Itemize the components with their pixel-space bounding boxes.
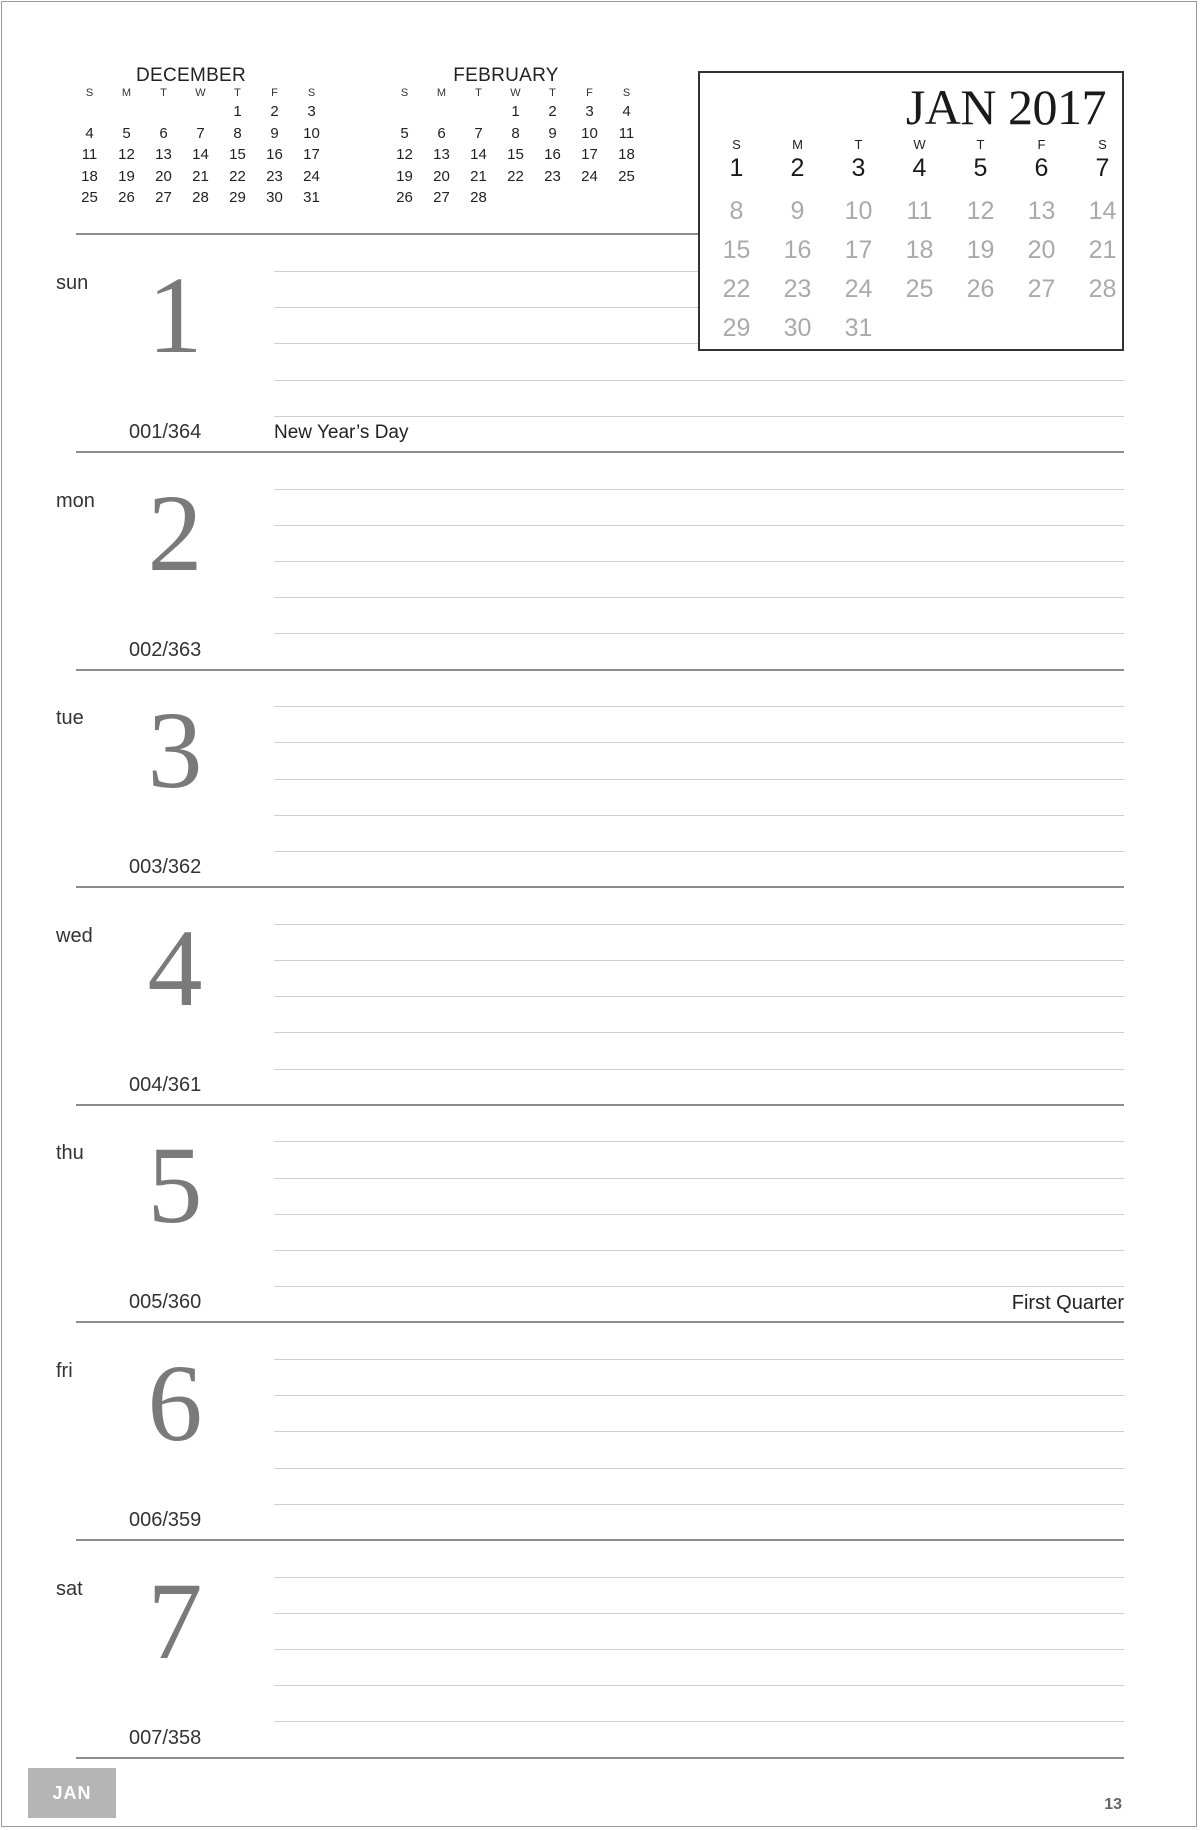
date-cell: 12	[396, 146, 413, 163]
date-cell: 26	[396, 189, 413, 206]
day-numeral: 6	[147, 1342, 203, 1464]
mini-calendar-february	[391, 65, 635, 209]
date-cell: 28	[1088, 275, 1117, 303]
writing-line[interactable]	[274, 1214, 1124, 1215]
day-numeral: 4	[147, 906, 203, 1029]
date-cell: 31	[303, 189, 320, 206]
date-cell: 25	[905, 275, 934, 303]
current-week-date: 4	[912, 154, 927, 182]
writing-line[interactable]	[274, 1250, 1124, 1251]
date-cell: 28	[192, 189, 209, 206]
month-calendar-box	[698, 71, 1124, 351]
weekday-header: W	[510, 87, 521, 99]
date-cell: 7	[196, 124, 205, 142]
date-cell: 20	[1027, 236, 1056, 264]
day-numeral: 2	[147, 471, 203, 594]
day-of-year-count: 006/359	[129, 1509, 202, 1531]
weekday-header: T	[234, 87, 241, 99]
day-row-sat	[0, 1541, 1200, 1759]
date-cell: 2	[548, 103, 557, 120]
date-cell: 30	[783, 314, 812, 342]
date-cell: 1	[233, 103, 242, 120]
writing-line[interactable]	[274, 561, 1124, 562]
day-name: wed	[56, 924, 93, 947]
date-cell: 15	[507, 146, 524, 163]
writing-line[interactable]	[274, 1286, 1124, 1287]
weekday-header: S	[400, 87, 409, 99]
date-cell: 10	[844, 197, 873, 225]
writing-line[interactable]	[274, 1504, 1124, 1505]
day-name: fri	[56, 1360, 73, 1382]
date-cell: 15	[229, 146, 246, 163]
day-of-year-count: 001/364	[129, 421, 202, 443]
date-cell: 4	[622, 103, 631, 120]
day-of-year-count: 005/360	[129, 1291, 202, 1314]
weekday-header: S	[307, 87, 316, 99]
day-of-year-count: 003/362	[129, 856, 202, 879]
date-cell: 23	[266, 167, 283, 185]
writing-line[interactable]	[274, 779, 1124, 780]
writing-line[interactable]	[274, 489, 1124, 490]
writing-line[interactable]	[274, 851, 1124, 852]
date-cell: 27	[433, 189, 450, 206]
date-cell: 5	[122, 124, 131, 142]
empty-date-cell	[145, 101, 182, 123]
date-cell: 13	[155, 146, 172, 163]
date-cell: 12	[118, 146, 135, 163]
date-cell: 2	[270, 103, 279, 120]
date-cell: 23	[783, 275, 812, 303]
current-week-date: 2	[790, 154, 805, 182]
writing-line[interactable]	[274, 1685, 1124, 1686]
day-row-tue	[0, 670, 1200, 888]
mini-calendar-december	[76, 65, 320, 209]
date-cell: 13	[1027, 197, 1056, 225]
weekday-header: M	[436, 87, 447, 99]
current-week-date: 3	[851, 154, 866, 182]
writing-line[interactable]	[274, 633, 1124, 634]
date-cell: 19	[966, 236, 995, 264]
date-cell: 12	[966, 197, 995, 225]
writing-line[interactable]	[274, 1468, 1124, 1469]
writing-line[interactable]	[274, 525, 1124, 526]
weekday-header: S	[85, 87, 94, 99]
date-cell: 28	[470, 189, 487, 206]
empty-date-cell	[182, 101, 219, 123]
date-cell: 22	[229, 167, 246, 185]
date-cell: 24	[303, 167, 320, 185]
date-cell: 8	[729, 197, 744, 225]
date-cell: 18	[618, 146, 635, 163]
day-row-thu	[0, 1105, 1200, 1323]
date-cell: 17	[303, 146, 320, 163]
weekday-header: T	[976, 137, 985, 152]
holiday-label: New Year’s Day	[274, 422, 409, 443]
date-cell: 27	[155, 189, 172, 206]
date-cell: 18	[905, 236, 934, 264]
date-cell: 25	[81, 189, 98, 206]
weekday-header: W	[913, 137, 926, 152]
date-cell: 20	[433, 167, 450, 185]
empty-date-cell	[108, 101, 145, 123]
date-cell: 8	[233, 124, 242, 142]
empty-date-cell	[460, 101, 497, 123]
weekday-header: S	[732, 137, 741, 152]
date-cell: 27	[1027, 275, 1056, 303]
writing-line[interactable]	[274, 706, 1124, 707]
date-cell: 16	[544, 146, 561, 163]
date-cell: 13	[433, 146, 450, 163]
date-cell: 30	[266, 189, 283, 206]
writing-line[interactable]	[274, 742, 1124, 743]
day-row-mon	[0, 453, 1200, 671]
date-cell: 26	[966, 275, 995, 303]
writing-line[interactable]	[274, 1178, 1124, 1179]
day-numeral: 5	[147, 1124, 203, 1247]
page-number: 13	[1104, 1796, 1122, 1813]
date-cell: 19	[396, 167, 413, 185]
date-cell: 10	[581, 124, 598, 142]
current-week-date: 7	[1095, 154, 1110, 182]
date-cell: 8	[511, 124, 520, 142]
date-cell: 11	[906, 197, 933, 225]
writing-line[interactable]	[274, 1577, 1124, 1578]
writing-line[interactable]	[274, 380, 1124, 381]
mini-calendar-grid	[386, 86, 635, 209]
writing-line[interactable]	[274, 815, 1124, 816]
day-of-year-count: 004/361	[129, 1073, 202, 1096]
writing-line[interactable]	[274, 1359, 1124, 1360]
date-cell: 16	[783, 236, 812, 264]
date-cell: 7	[474, 124, 483, 142]
date-cell: 22	[507, 167, 524, 185]
date-cell: 6	[437, 124, 446, 142]
date-cell: 21	[1088, 236, 1117, 264]
date-cell: 10	[303, 124, 320, 142]
current-week-date: 6	[1034, 154, 1049, 182]
weekday-header: M	[121, 87, 132, 99]
weekday-header: M	[792, 137, 803, 152]
date-cell: 15	[722, 236, 751, 264]
date-cell: 9	[790, 197, 805, 225]
writing-line[interactable]	[274, 597, 1124, 598]
day-name: sun	[56, 272, 89, 294]
weekday-header: F	[1037, 137, 1046, 152]
date-cell: 23	[544, 167, 561, 185]
day-row-wed	[0, 888, 1200, 1106]
date-cell: 29	[722, 314, 751, 342]
empty-date-cell	[386, 101, 423, 123]
date-cell: 9	[548, 124, 557, 142]
date-cell: 29	[229, 189, 246, 206]
date-cell: 6	[159, 124, 168, 142]
day-name: tue	[56, 707, 84, 730]
writing-line[interactable]	[274, 996, 1124, 997]
date-cell: 11	[618, 124, 635, 142]
writing-line[interactable]	[274, 1032, 1124, 1033]
date-cell: 9	[270, 124, 279, 142]
weekday-header: T	[549, 87, 556, 99]
day-name: sat	[56, 1577, 83, 1600]
weekday-header: W	[195, 87, 206, 99]
date-cell: 31	[844, 314, 873, 342]
date-cell: 19	[118, 167, 135, 185]
writing-line[interactable]	[274, 416, 1124, 417]
date-cell: 5	[400, 124, 409, 142]
date-cell: 11	[81, 146, 98, 163]
month-calendar-grid	[706, 137, 1133, 348]
weekday-header: S	[622, 87, 631, 99]
weekday-header: T	[475, 87, 482, 99]
writing-line[interactable]	[274, 1649, 1124, 1650]
weekday-header: T	[160, 87, 167, 99]
writing-line[interactable]	[274, 1395, 1124, 1396]
current-week-date: 5	[973, 154, 988, 182]
weekday-header: S	[1098, 137, 1107, 152]
writing-line[interactable]	[274, 1431, 1124, 1432]
weekday-header: F	[271, 87, 278, 99]
date-cell: 14	[1088, 197, 1117, 225]
weekday-header: T	[854, 137, 863, 152]
day-of-year-count: 007/358	[129, 1726, 202, 1749]
date-cell: 21	[192, 167, 209, 185]
month-tab[interactable]: JAN	[28, 1768, 116, 1818]
date-cell: 17	[581, 146, 598, 163]
day-divider	[76, 1757, 1124, 1759]
mini-calendar-title: FEBRUARY	[453, 65, 559, 86]
date-cell: 18	[81, 167, 98, 185]
date-cell: 14	[470, 146, 487, 163]
month-title: JAN 2017	[905, 79, 1106, 135]
date-cell: 1	[511, 103, 520, 120]
writing-line[interactable]	[274, 924, 1124, 925]
writing-line[interactable]	[274, 1613, 1124, 1614]
writing-line[interactable]	[274, 1721, 1124, 1722]
date-cell: 17	[844, 236, 873, 264]
date-cell: 16	[266, 146, 283, 163]
current-week-date: 1	[729, 154, 744, 182]
writing-line[interactable]	[274, 1141, 1124, 1142]
date-cell: 24	[844, 275, 873, 303]
moon-phase-label: First Quarter	[1011, 1292, 1124, 1315]
date-cell: 14	[192, 146, 209, 163]
empty-date-cell	[71, 101, 108, 123]
day-name: thu	[56, 1142, 84, 1165]
day-row-fri	[0, 1323, 1200, 1541]
mini-calendar-title: DECEMBER	[135, 65, 247, 86]
writing-line[interactable]	[274, 960, 1124, 961]
empty-date-cell	[423, 101, 460, 123]
day-numeral: 7	[147, 1559, 203, 1682]
day-numeral: 1	[147, 254, 203, 376]
date-cell: 3	[585, 103, 594, 120]
writing-line[interactable]	[274, 1069, 1124, 1070]
date-cell: 25	[618, 167, 635, 185]
day-numeral: 3	[147, 689, 203, 812]
date-cell: 4	[85, 124, 94, 142]
date-cell: 26	[118, 189, 135, 206]
date-cell: 3	[307, 103, 316, 120]
date-cell: 20	[155, 167, 172, 185]
date-cell: 22	[722, 275, 751, 303]
day-of-year-count: 002/363	[129, 638, 202, 661]
day-name: mon	[56, 489, 95, 512]
date-cell: 24	[581, 167, 598, 185]
mini-calendar-grid	[71, 86, 320, 209]
weekday-header: F	[586, 87, 593, 99]
date-cell: 21	[470, 167, 487, 185]
